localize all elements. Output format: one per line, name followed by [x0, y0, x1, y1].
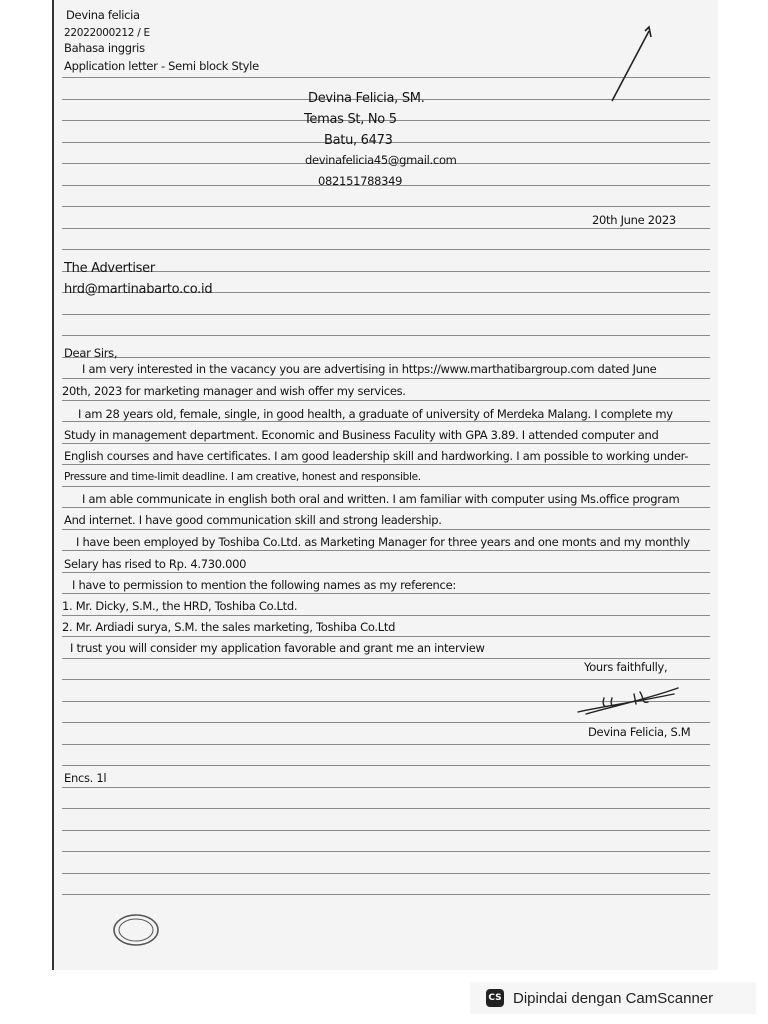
- ruled-line: [62, 421, 710, 422]
- ruled-line: [62, 249, 710, 250]
- body-line: I have been employed by Toshiba Co.Ltd. as Marketing Manager for three years and one monts and my monthly: [76, 535, 690, 549]
- ruled-line: [62, 443, 710, 444]
- ruled-line: [62, 228, 710, 229]
- body-line: I am able communicate in english both oral and written. I am familiar with computer using Ms.office program: [82, 492, 680, 506]
- ruled-line: [62, 894, 710, 895]
- ruled-line: [62, 615, 710, 616]
- enclosure: Encs. 1l: [64, 771, 107, 785]
- reference-item: 2. Mr. Ardiadi surya, S.M. the sales marketing, Toshiba Co.Ltd: [62, 620, 396, 634]
- notebook-page: [52, 0, 718, 970]
- body-line: I am very interested in the vacancy you are advertising in https://www.marthatibargroup.com dated June: [82, 362, 657, 376]
- body-line: I have to permission to mention the following names as my reference:: [72, 578, 456, 592]
- ruled-line: [62, 357, 710, 358]
- ruled-line: [62, 808, 710, 809]
- reference-item: 1. Mr. Dicky, S.M., the HRD, Toshiba Co.Ltd.: [62, 599, 298, 613]
- recipient-title: The Advertiser: [64, 261, 155, 276]
- ruled-line: [62, 873, 710, 874]
- ruled-line: [62, 486, 710, 487]
- header-assignment: Application letter - Semi block Style: [64, 59, 259, 73]
- sender-city: Batu, 6473: [324, 133, 393, 148]
- body-line: Pressure and time-limit deadline. I am creative, honest and responsible.: [64, 471, 421, 483]
- sender-name: Devina Felicia, SM.: [308, 91, 425, 106]
- checkmark: [609, 25, 659, 105]
- ruled-line: [62, 271, 710, 272]
- body-line: I trust you will consider my application favorable and grant me an interview: [70, 641, 485, 655]
- camscanner-watermark: [470, 982, 756, 1014]
- header-name: Devina felicia: [66, 8, 140, 22]
- ruled-line: [62, 722, 710, 723]
- ruled-line: [62, 507, 710, 508]
- header-subject: Bahasa inggris: [64, 41, 145, 55]
- ruled-line: [62, 830, 710, 831]
- ruled-line: [62, 314, 710, 315]
- body-line: And internet. I have good communication skill and strong leadership.: [64, 513, 442, 527]
- ruled-line: [62, 529, 710, 530]
- camscanner-text: Dipindai dengan CamScanner: [513, 989, 714, 1007]
- sender-email: devinafelicia45@gmail.com: [305, 153, 457, 167]
- ruled-line: [62, 550, 710, 551]
- signature: [574, 676, 684, 721]
- ruled-line: [62, 744, 710, 745]
- body-line: English courses and have certificates. I am good leadership skill and hardworking. I am possible to working under-: [64, 449, 689, 463]
- ruled-line: [62, 378, 710, 379]
- ruled-line: [62, 765, 710, 766]
- ruled-line: [62, 658, 710, 659]
- ruled-line: [62, 636, 710, 637]
- sender-street: Temas St, No 5: [304, 112, 397, 127]
- body-line: Study in management department. Economic and Business Faculity with GPA 3.89. I attended computer and: [64, 428, 659, 442]
- salutation: Dear Sirs,: [64, 346, 118, 360]
- ruled-line: [62, 206, 710, 207]
- ruled-line: [62, 851, 710, 852]
- sidu-logo: [112, 912, 160, 948]
- ruled-line: [62, 464, 710, 465]
- letter-date: 20th June 2023: [592, 213, 676, 227]
- ruled-line: [62, 593, 710, 594]
- sender-phone: 082151788349: [318, 174, 403, 188]
- signature-name: Devina Felicia, S.M: [588, 725, 691, 739]
- body-line: 20th, 2023 for marketing manager and wish offer my services.: [62, 384, 406, 398]
- recipient-email: hrd@martinabarto.co.id: [64, 282, 213, 297]
- ruled-line: [62, 572, 710, 573]
- ruled-line: [62, 335, 710, 336]
- header-student-id: 22022000212 / E: [64, 27, 150, 39]
- closing: Yours faithfully,: [584, 660, 668, 674]
- camscanner-icon: CS: [486, 989, 504, 1007]
- ruled-line: [62, 400, 710, 401]
- body-line: Selary has rised to Rp. 4.730.000: [64, 557, 247, 571]
- ruled-line: [62, 787, 710, 788]
- body-line: I am 28 years old, female, single, in good health, a graduate of university of Merdeka Malang. I complete my: [78, 407, 673, 421]
